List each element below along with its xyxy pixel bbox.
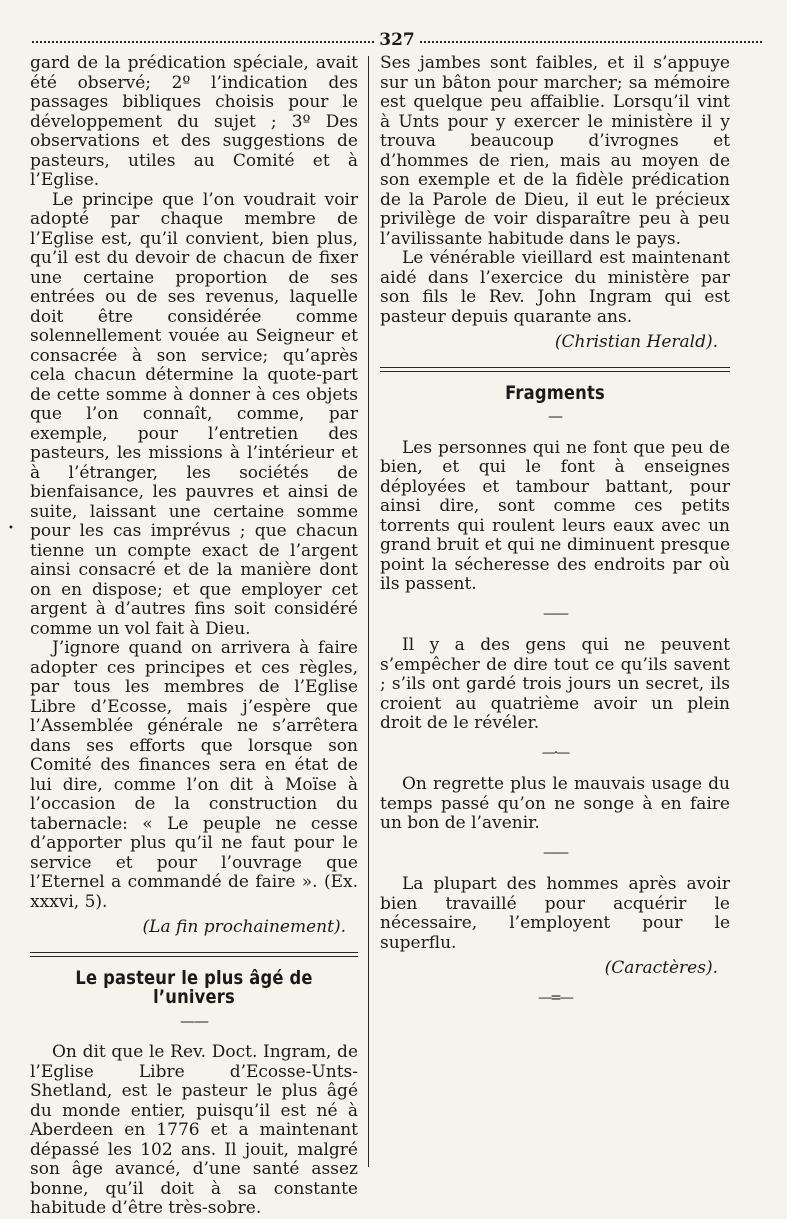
section-rule <box>380 367 730 372</box>
end-ornament: —=— <box>538 989 572 1006</box>
section-dash: — <box>548 407 562 425</box>
section-rule <box>30 952 358 957</box>
column-divider <box>368 56 369 1167</box>
fragment-paragraph: Les personnes qui ne font que peu de bien, et qui le font à enseignes déployées et tambour battant, pour ainsi dire, sont comme ces petits torrents qui roulent leurs eaux avec un grand bruit et qui ne diminuent presque point la sécheresse des endroits par où ils passent. <box>380 437 730 594</box>
body-paragraph: On dit que le Rev. Doct. Ingram, de l’Eglise Libre d’Ecosse-Unts-Shetland, est le pasteur le plus âgé du monde entier, puisqu’il est né à Aberdeen en 1776 et a maintenant dépassé les 102 ans. Il jouit, malgré son âge avancé, d’une santé assez bonne, qu’il doit à sa constante habitude d’être très-sobre. <box>30 1042 358 1218</box>
page-header <box>32 30 762 50</box>
left-column <box>30 54 358 1219</box>
fragment-paragraph: On regrette plus le mauvais usage du temps passé qu’on ne songe à en faire un bon de l’avenir. <box>380 774 730 833</box>
body-paragraph: gard de la prédication spéciale, avait été observé; 2º l’indication des passages bibliques choisis pour le développement du sujet ; 3º Des observations et des suggestions de pasteurs, utiles au Comité et à l’Eglise. <box>30 53 358 190</box>
source-citation: (Christian Herald). <box>554 332 718 352</box>
body-paragraph: J’ignore quand on arrivera à faire adopter ces principes et ces règles, par tous les membres de l’Eglise Libre d’Ecosse, mais j’espère que l’Assemblée générale ne s’arrêtera dans ses efforts que lorsque son Comité des finances sera en état de lui dire, comme l’on dit à Moïse à l’occasion de la construction du tabernacle: « Le peuple ne cesse d’apporter plus qu’il ne faut pour le service et pour l’ouvrage que l’Eternel a commandé de faire ». (Ex. xxxvi, 5). <box>30 638 358 912</box>
body-paragraph: Ses jambes sont faibles, et il s’appuye sur un bâton pour marcher; sa mémoire est quelque peu affaiblie. Lorsqu’il vint à Unts pour y exercer le ministère il y trouva beaucoup d’ivrognes et d’hommes de rien, mais au moyen de son exemple et de la fidèle prédication de la Parole de Dieu, il eut le précieux privilège de voir disparaître peu à peu l’avilissante habitude dans le pays. <box>380 53 730 249</box>
body-paragraph: Le principe que l’on voudrait voir adopté par chaque membre de l’Eglise est, qu’il convient, bien plus, qu’il est du devoir de chacun de fixer une certaine proportion de ses entrées ou de ses revenus, laquelle doit être considérée comme solennellement vouée au Seigneur et consacrée à son service; qu’après cela chacun détermine la quote-part de cette somme à donner à ces objets que l’on connaît, comme, par exemple, pour l’entretien des pasteurs, les missions à l’intérieur et à l’étranger, les sociétés de bienfaisance, les pauvres et ainsi de suite, laissant une certaine somme pour les cas imprévus ; que chacun tienne un compte exact de l’argent ainsi consacré et de la manière dont on en dispose; et que employer cet argent à d’autres fins soit considéré comme un vol fait à Dieu. <box>30 189 358 639</box>
fragment-paragraph: Il y a des gens qui ne peuvent s’empêcher de dire tout ce qu’ils savent ; s’ils ont gardé trois jours un secret, ils croient au quatrième avoir un plein droit de le révéler. <box>380 635 730 733</box>
fragment-paragraph: La plupart des hommes après avoir bien travaillé pour acquérir le nécessaire, l’employent pour le superflu. <box>380 874 730 953</box>
source-citation: (La fin prochainement). <box>142 917 346 937</box>
body-paragraph: Le vénérable vieillard est maintenant aidé dans l’exercice du ministère par son fils le Rev. John Ingram qui est pasteur depuis quarante ans. <box>380 248 730 327</box>
page-number: 327 <box>375 30 419 50</box>
fragment-separator: —— <box>543 605 567 622</box>
section-dash: —— <box>180 1011 208 1030</box>
right-column <box>380 54 730 1020</box>
source-citation: (Caractères). <box>604 958 718 978</box>
fragment-separator: —·— <box>541 744 569 761</box>
section-title: Fragments <box>505 381 605 404</box>
fragment-separator: —— <box>543 844 567 861</box>
margin-bullet: • <box>8 523 14 534</box>
section-title: Le pasteur le plus âgé de l’univers <box>75 966 313 1008</box>
